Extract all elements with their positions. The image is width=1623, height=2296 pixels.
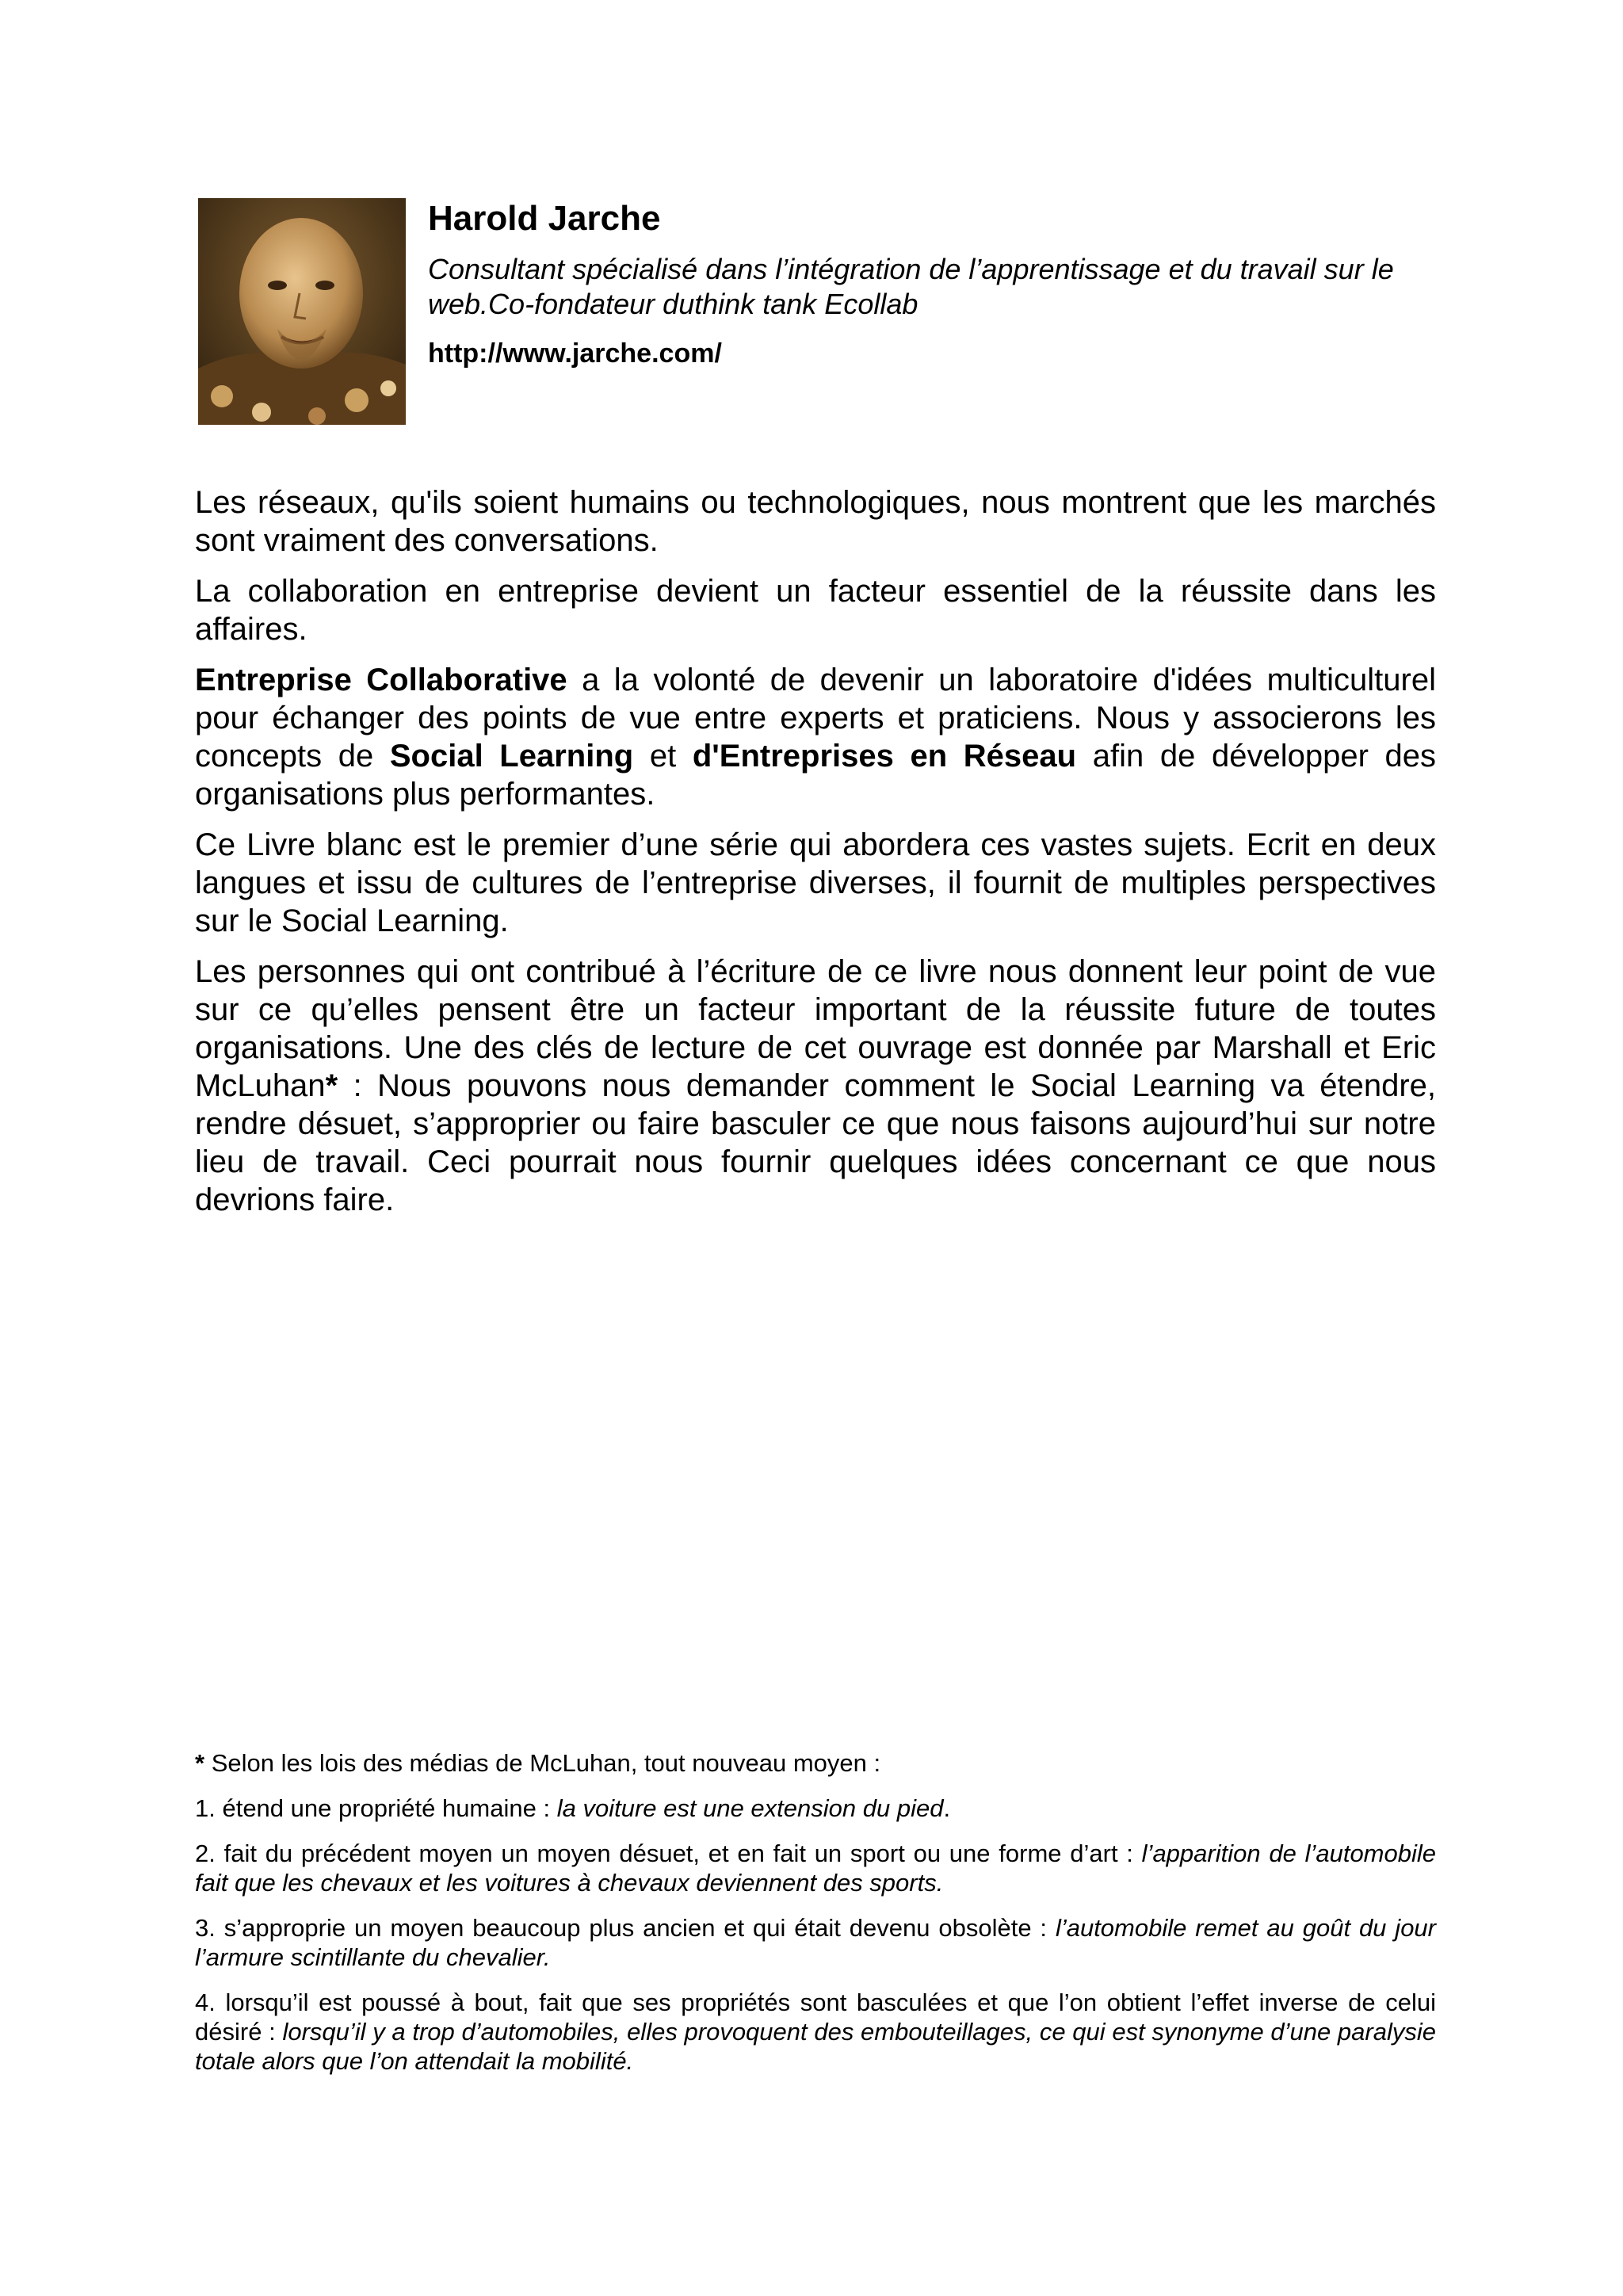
footnote-item-text: 4. lorsqu’il est poussé à bout, fait que ses propriétés sont basculées et que l’on obtient l’effet inverse de celui désiré : [195,1988,1436,2046]
footnotes [195,1748,1436,2092]
emphasis-social-learning: Social Learning [389,739,634,774]
paragraph-3-text-1: a la volonté de devenir un laboratoire d'idées multiculturel pour échanger des points de vue entre experts et praticiens. Nous y associerons les concepts de [195,663,1436,774]
footnote-intro-text: Selon les lois des médias de McLuhan, tout nouveau moyen : [204,1749,881,1777]
paragraph-4: Ce Livre blanc est le premier d’une série qui abordera ces vastes sujets. Ecrit en deux langues et issu de cultures de l’entreprise diverses, il fournit de multiples perspectives sur le Social Learning. [195,827,1436,938]
author-photo [198,198,406,425]
paragraph-2: La collaboration en entreprise devient un facteur essentiel de la réussite dans les affaires. [195,574,1436,647]
author-info [428,198,1403,371]
footnote-item [195,1839,1436,1897]
footnote-item-example: la voiture est une extension du pied [556,1794,944,1822]
footnote-intro [195,1748,1436,1778]
footnote-item [195,1988,1436,2076]
paragraph-5-text-2: : Nous pouvons nous demander comment le Social Learning va étendre, rendre désuet, s’approprier ou faire basculer ce que nous faisons aujourd’hui sur notre lieu de travail. Ceci pourrait nous fournir quelques idées concernant ce que nous devrions faire. [195,1068,1436,1217]
paragraph-5 [195,953,1436,1219]
paragraph-3-text-2: et [633,739,693,774]
author-url-link[interactable]: http://www.jarche.com/ [428,338,722,369]
author-name: Harold Jarche [428,199,661,238]
footnote-item-example: l’apparition de l’automobile fait que les chevaux et les voitures à chevaux deviennent des sports. [195,1839,1436,1897]
footnote-marker[interactable]: * [325,1068,338,1103]
author-portrait-image [198,198,406,425]
footnote-item-text: 3. s’approprie un moyen beaucoup plus ancien et qui était devenu obsolète : [195,1914,1056,1942]
footnote-item-example: lorsqu’il y a trop d’automobiles, elles provoquent des embouteillages, ce qui est synonyme d’une paralysie totale alors que l’on attendait la mobilité. [195,2018,1436,2075]
footnote-item-end: . [943,1794,951,1822]
footnote-star: * [195,1749,205,1777]
author-role: Consultant spécialisé dans l’intégration de l’apprentissage et du travail sur le web.Co-fondateur duthink tank Ecollab [428,253,1394,320]
paragraph-5-text-1: Les personnes qui ont contribué à l’écriture de ce livre nous donnent leur point de vue sur ce qu’elles pensent être un facteur important de la réussite future de toutes organisations. Une des clés de lecture de cet ouvrage est donnée par Marshall et Eric McLuhan [195,954,1436,1103]
main-text [195,483,1436,1232]
author-block [198,198,1434,428]
paragraph-3-text-3: afin de développer des organisations plus performantes. [195,739,1437,812]
footnote-item [195,1794,1436,1823]
footnote-item-text: 1. étend une propriété humaine : [195,1794,557,1822]
paragraph-3 [195,661,1436,813]
emphasis-entreprises-en-reseau: d'Entreprises en Réseau [692,739,1077,774]
footnote-item [195,1913,1436,1972]
paragraph-1: Les réseaux, qu'ils soient humains ou technologiques, nous montrent que les marchés sont vraiment des conversations. [195,485,1436,558]
emphasis-entreprise-collaborative: Entreprise Collaborative [195,663,567,697]
footnote-item-example: l’automobile remet au goût du jour l’armure scintillante du chevalier. [195,1914,1436,1971]
footnote-item-text: 2. fait du précédent moyen un moyen désuet, et en fait un sport ou une forme d’art : [195,1839,1142,1867]
